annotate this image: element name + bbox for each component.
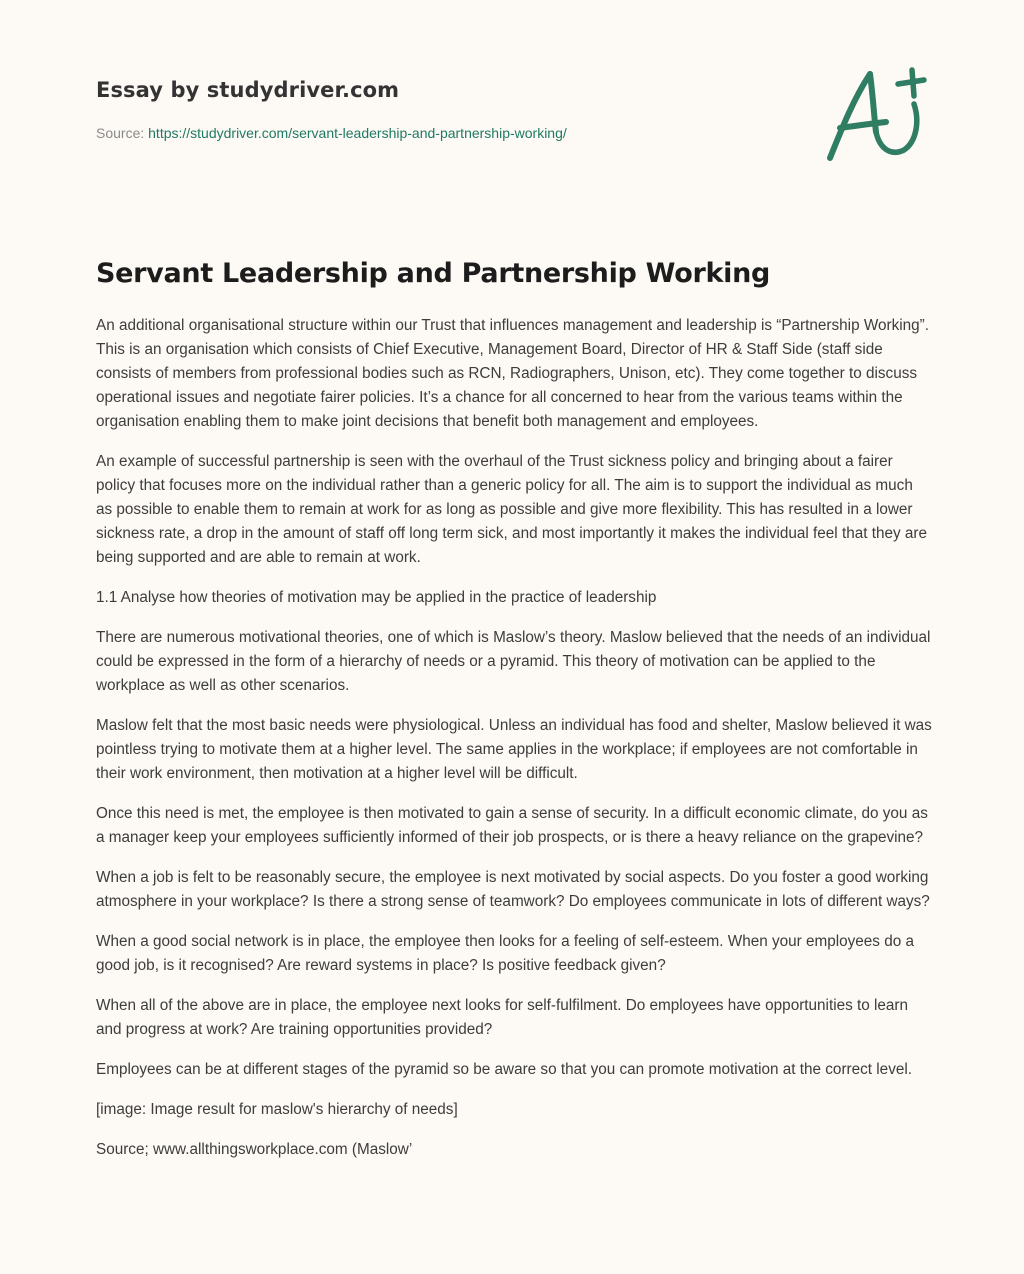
paragraph: When a good social network is in place, the employee then looks for a feeling of self-esteem. When your employees do a good job, is it recognised? Are reward systems in place? Is positive feedback given? [96, 933, 914, 974]
paragraph: Maslow felt that the most basic needs were physiological. Unless an individual has food and shelter, Maslow believed it was pointless trying to motivate them at a higher level. The same applies in the workplace; if employees are not comfortable in their work environment, then motivation at a higher level will be difficult. [96, 717, 932, 782]
image-source-citation: Source; www.allthingsworkplace.com (Maslow’ [96, 1141, 413, 1158]
source-line [96, 123, 936, 143]
paragraph: An example of successful partnership is seen with the overhaul of the Trust sickness policy and bringing about a fairer policy that focuses more on the individual rather than a generic policy for all. The aim is to support the individual as much as possible to enable them to remain at work for as long as possible and give more flexibility. This has resulted in a lower sickness rate, a drop in the amount of staff off long term sick, and most importantly it makes the individual feel that they are being supported and are able to remain at work. [96, 453, 927, 566]
a-plus-grade-icon [820, 66, 930, 166]
paragraph: Employees can be at different stages of the pyramid so be aware so that you can promote motivation at the correct level. [96, 1061, 912, 1078]
essay-title: Servant Leadership and Partnership Working [96, 258, 771, 289]
paragraph: When a job is felt to be reasonably secure, the employee is next motivated by social aspects. Do you foster a good working atmosphere in your workplace? Is there a strong sense of teamwork? Do employees communicate in lots of different ways? [96, 869, 930, 910]
source-link[interactable]: https://studydriver.com/servant-leadership-and-partnership-working/ [148, 125, 567, 141]
paragraph: An additional organisational structure within our Trust that influences management and leadership is “Partnership Working”. This is an organisation which consists of Chief Executive, Management Board, Director of HR & Staff Side (staff side consists of members from professional bodies such as RCN, Radiographers, Unison, etc). They come together to discuss operational issues and negotiate fairer policies. It’s a chance for all concerned to hear from the various teams within the organisation enabling them to make joint decisions that benefit both management and employees. [96, 317, 929, 430]
image-placeholder: [image: Image result for maslow's hierarchy of needs] [96, 1101, 458, 1118]
brand-title: Essay by studydriver.com [96, 78, 400, 102]
paragraph: There are numerous motivational theories, one of which is Maslow’s theory. Maslow believed that the needs of an individual could be expressed in the form of a hierarchy of needs or a pyramid. This theory of motivation can be applied to the workplace as well as other scenarios. [96, 629, 931, 694]
page-header [96, 74, 936, 143]
paragraph: When all of the above are in place, the employee next looks for self-fulfilment. Do employees have opportunities to learn and progress at work? Are training opportunities provided? [96, 997, 909, 1038]
essay-body [96, 314, 932, 1178]
source-label: Source: [96, 125, 145, 141]
section-heading: 1.1 Analyse how theories of motivation may be applied in the practice of leadership [96, 589, 657, 606]
paragraph: Once this need is met, the employee is then motivated to gain a sense of security. In a difficult economic climate, do you as a manager keep your employees sufficiently informed of their job prospects, or is there a heavy reliance on the grapevine? [96, 805, 928, 846]
